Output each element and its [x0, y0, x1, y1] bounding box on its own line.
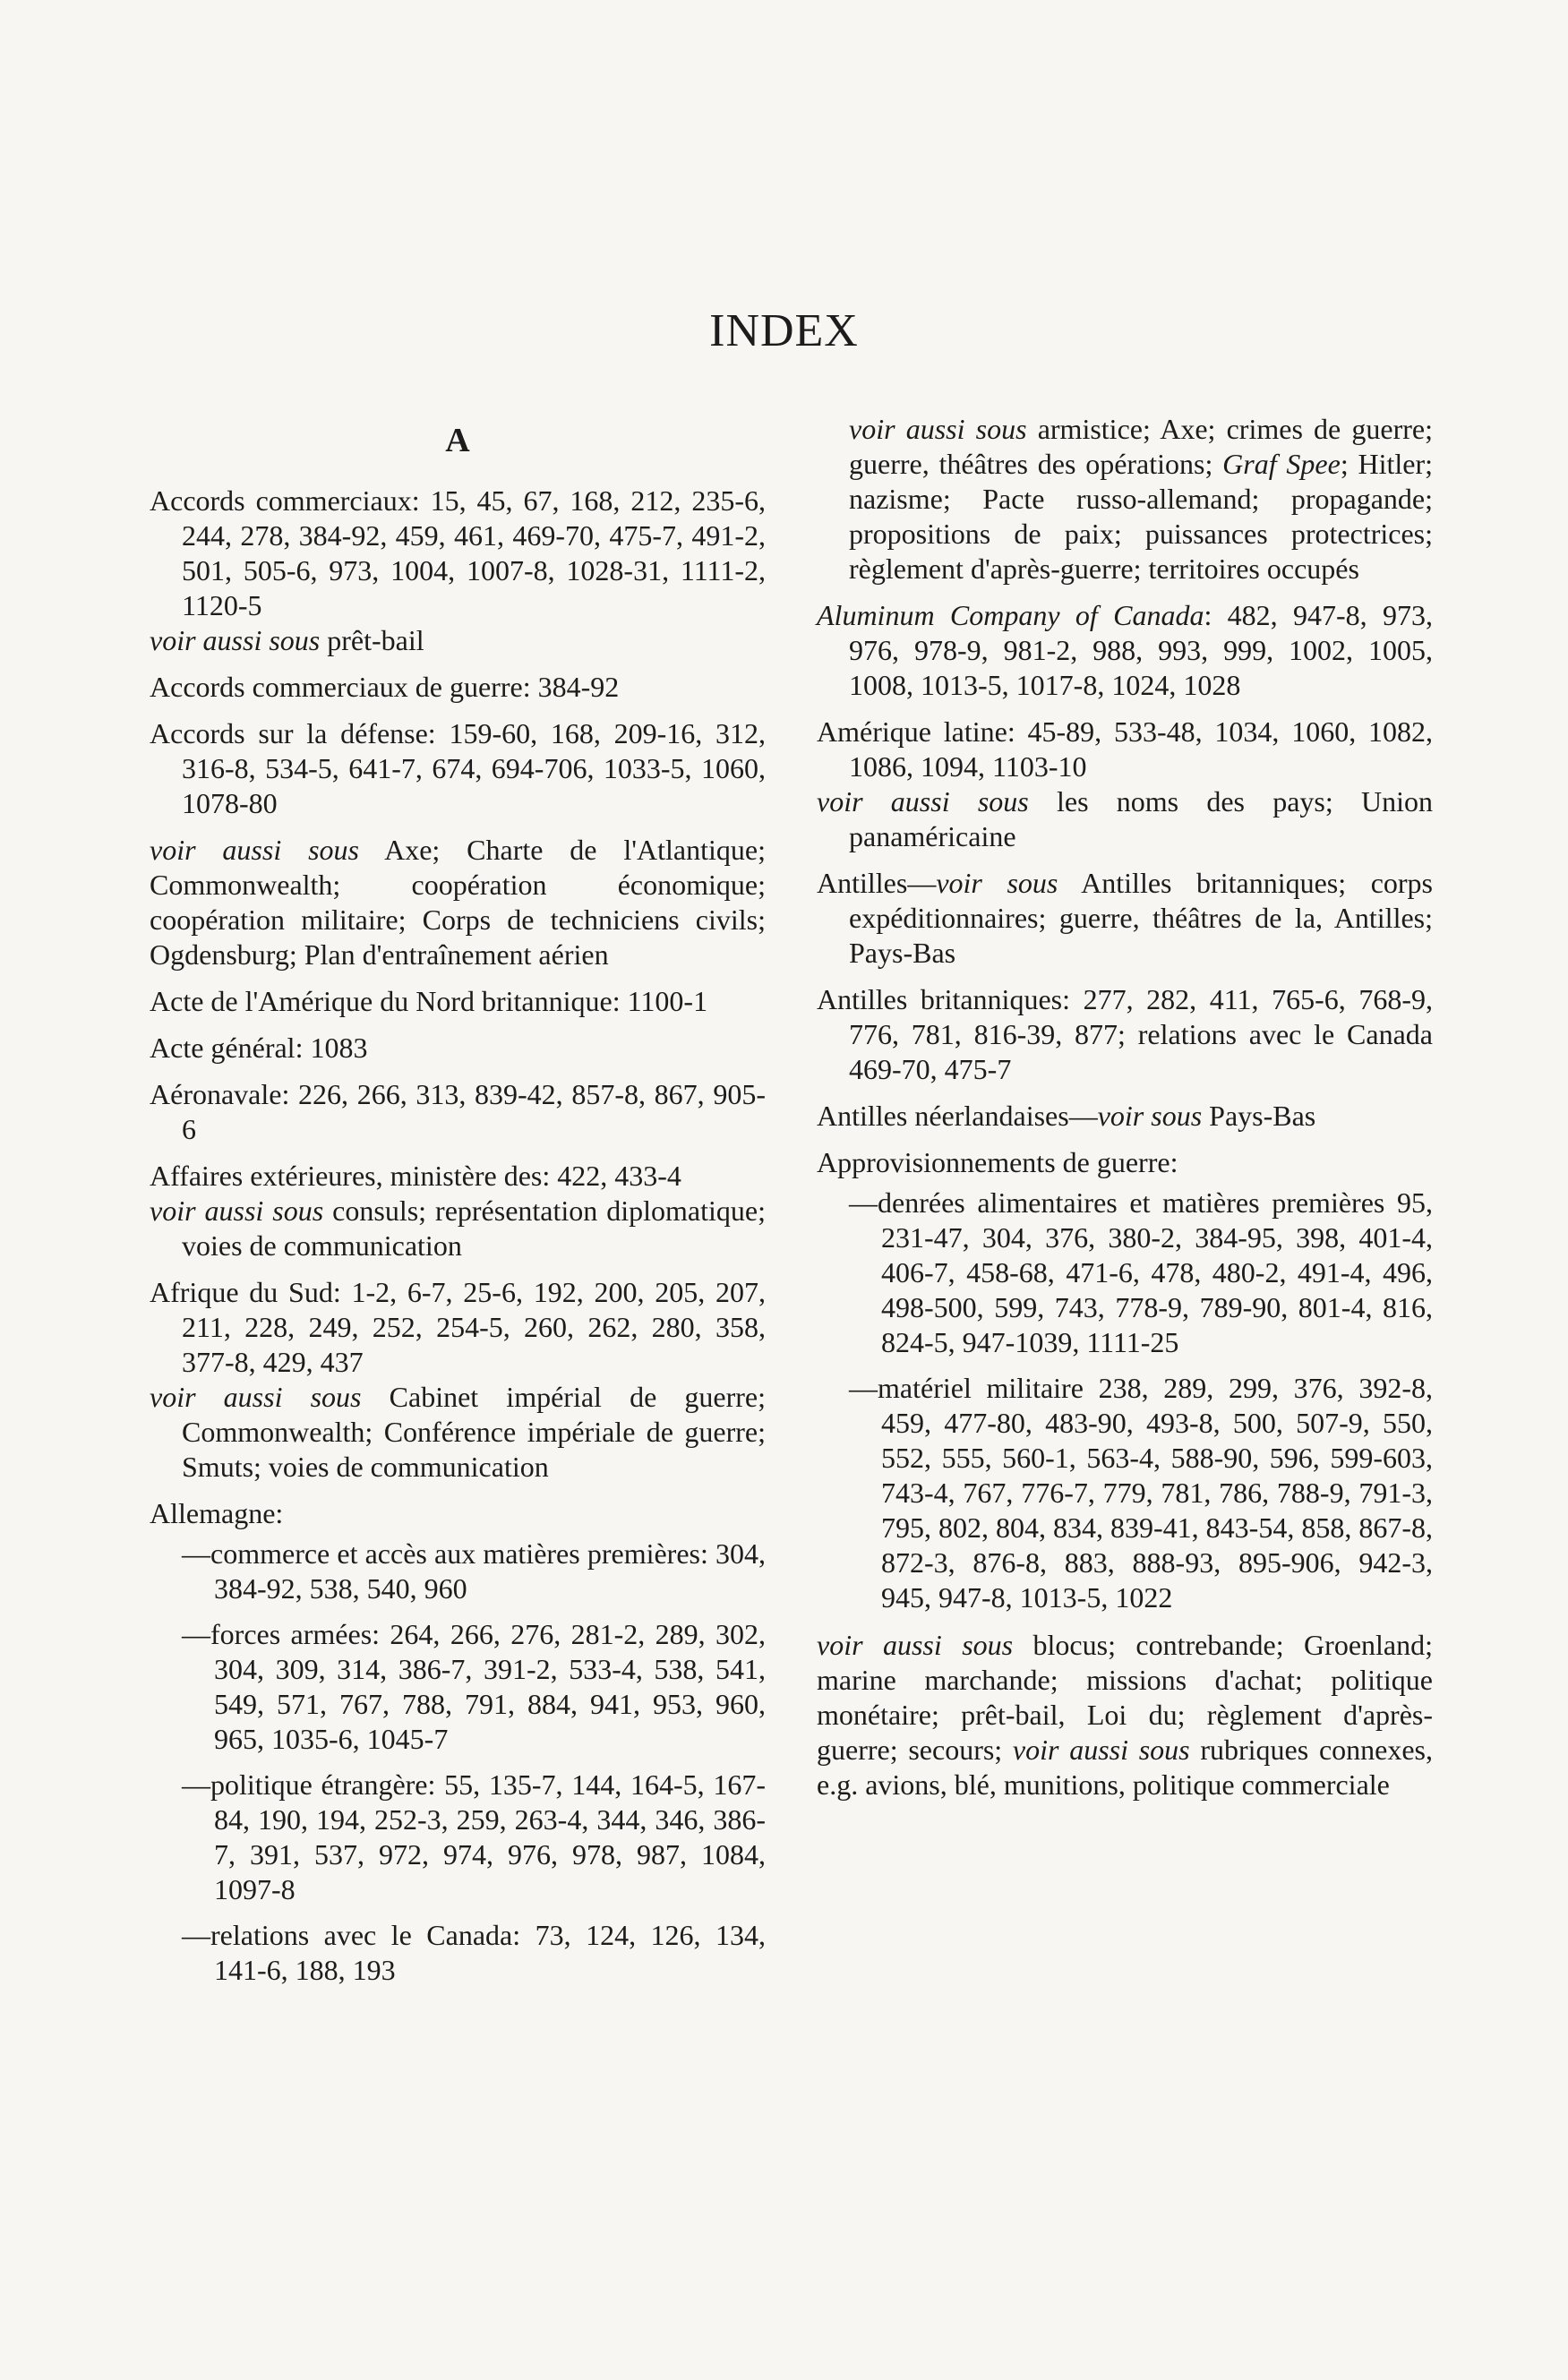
see-also-text: Axe; Charte de l'Atlantique; Commonwealth; coopération économique; coopération militaire; Corps de techniciens civils; Ogdensburg; Plan d'entraînement aérien — [150, 834, 767, 971]
see-also-text: Cabinet impérial de guerre; Commonwealth; Conférence impériale de guerre; Smuts; voies de communication — [182, 1381, 767, 1483]
see-also-text: les noms des pays; Union panaméricaine — [849, 785, 1434, 852]
see-also-label: voir aussi sous — [849, 413, 1027, 445]
index-entry-allemagne: Allemagne: — [150, 1497, 284, 1529]
index-entry-approvisionnements-see — [817, 1628, 1433, 1802]
index-entry-antilles-britanniques: Antilles britanniques: 277, 282, 411, 765-6, 768-9, 776, 781, 816-39, 877; relations avec le Canada 469-70, 475-7 — [817, 983, 1433, 1085]
see-also-label: voir aussi sous — [150, 624, 321, 656]
entry-text: Accords sur la défense: 159-60, 168, 209-16, 312, 316-8, 534-5, 641-7, 674, 694-706, 1033-5, 1060, 1078-80 — [150, 717, 766, 819]
entry-text: : 482, 947-8, 973, 976, 978-9, 981-2, 988, 993, 999, 1002, 1005, 1008, 1013-5, 1017-8, 1024, 1028 — [849, 599, 1434, 701]
index-entry-accords-defense-see — [150, 833, 766, 972]
index-subentry: —relations avec le Canada: 73, 124, 126, 134, 141-6, 188, 193 — [182, 1919, 766, 1986]
index-entry-amerique-latine — [817, 715, 1433, 854]
index-entry-accords-guerre: Accords commerciaux de guerre: 384-92 — [150, 671, 620, 703]
entry-text: Accords commerciaux: 15, 45, 67, 168, 212, 235-6, 244, 278, 384-92, 459, 461, 469-70, 475-7, 491-2, 501, 505-6, 973, 1004, 1007-8, 1028-31, 1111-2, 1120-5 — [150, 484, 766, 621]
index-entry-accords-commerciaux — [150, 484, 766, 658]
index-subentry: —commerce et accès aux matières premières: 304, 384-92, 538, 540, 960 — [182, 1537, 766, 1605]
index-entry-approvisionnements: Approvisionnements de guerre: — [817, 1146, 1178, 1178]
entry-text: Antilles britanniques; corps expéditionnaires; guerre, théâtres de la, Antilles; Pays-Bas — [849, 867, 1434, 969]
see-also-text: blocus; contrebande; Groenland; marine marchande; missions d'achat; politique monétaire; prêt-bail, Loi du; règlement d'après-guerre; secours; — [817, 1629, 1433, 1766]
index-subentry: —forces armées: 264, 266, 276, 281-2, 289, 302, 304, 309, 314, 386-7, 391-2, 533-4, 538, 541, 549, 571, 767, 788, 791, 884, 941, 953, 960, 965, 1035-6, 1045-7 — [182, 1618, 766, 1755]
index-subentry: —matériel militaire 238, 289, 299, 376, 392-8, 459, 477-80, 483-90, 493-8, 500, 507-9, 550, 552, 555, 560-1, 563-4, 588-90, 596, 599-603, 743-4, 767, 776-7, 779, 781, 786, 788-9, 791-3, 795, 802, 804, 834, 839-41, 843-54, 858, 867-8, 872-3, 876-8, 883, 888-93, 895-906, 942-3, 945, 947-8, 1013-5, 1022 — [849, 1372, 1433, 1614]
entry-text: Antilles— — [817, 867, 937, 899]
see-also-text: rubriques connexes, e.g. avions, blé, munitions, politique commerciale — [817, 1734, 1433, 1801]
index-subentry: —politique étrangère: 55, 135-7, 144, 164-5, 167-84, 190, 194, 252-3, 259, 263-4, 344, 346, 386-7, 391, 537, 972, 974, 976, 978, 987, 1084, 1097-8 — [182, 1768, 766, 1905]
index-entry-accords-defense — [150, 716, 766, 821]
see-also-label: voir aussi sous — [1012, 1734, 1190, 1766]
entry-text: Pays-Bas — [1202, 1100, 1316, 1132]
see-label: voir sous — [1097, 1100, 1203, 1132]
index-entry-afrique-du-sud — [150, 1275, 766, 1485]
entry-text: Affaires extérieures, ministère des: 422, 433-4 — [150, 1160, 681, 1192]
index-entry-acte-amerique: Acte de l'Amérique du Nord britannique: 1100-1 — [150, 985, 708, 1017]
ship-name: Graf Spee — [1222, 448, 1341, 480]
index-entry-allemagne-see — [817, 412, 1433, 586]
index-column-right — [817, 412, 1433, 1814]
see-also-label: voir aussi sous — [150, 1194, 324, 1227]
entry-text: Amérique latine: 45-89, 533-48, 1034, 1060, 1082, 1086, 1094, 1103-10 — [817, 715, 1433, 783]
see-also-text: consuls; représentation diplomatique; voies de communication — [182, 1194, 767, 1262]
see-also-label: voir aussi sous — [150, 834, 359, 866]
page-title: INDEX — [709, 305, 859, 356]
index-entry-acte-general: Acte général: 1083 — [150, 1032, 368, 1064]
entry-text: Afrique du Sud: 1-2, 6-7, 25-6, 192, 200, 205, 207, 211, 228, 249, 252, 254-5, 260, 262, 280, 358, 377-8, 429, 437 — [150, 1276, 766, 1378]
index-entry-aeronavale: Aéronavale: 226, 266, 313, 839-42, 857-8, 867, 905-6 — [150, 1078, 766, 1145]
index-subentry: —denrées alimentaires et matières premières 95, 231-47, 304, 376, 380-2, 384-95, 398, 401-4, 406-7, 458-68, 471-6, 478, 480-2, 491-4, 496, 498-500, 599, 743, 778-9, 789-90, 801-4, 816, 824-5, 947-1039, 1111-25 — [849, 1186, 1433, 1358]
index-entry-antilles-neerlandaises — [817, 1099, 1433, 1134]
see-also-label: voir aussi sous — [150, 1381, 362, 1413]
see-also-label: voir aussi sous — [817, 785, 1029, 818]
company-name: Aluminum Company of Canada — [817, 599, 1204, 631]
see-also-text: ; Hitler; nazisme; Pacte russo-allemand; propagande; propositions de paix; puissances protectrices; règlement d'après-guerre; territoires occupés — [849, 448, 1434, 585]
index-column-left — [150, 412, 766, 1999]
see-also-text: prêt-bail — [320, 624, 424, 656]
see-also-text: armistice; Axe; crimes de guerre; guerre, théâtres des opérations; — [849, 413, 1434, 480]
index-entry-aluminum — [817, 598, 1433, 703]
see-also-label: voir aussi sous — [817, 1629, 1014, 1661]
section-letter: A — [445, 422, 470, 459]
index-entry-affaires-exterieures — [150, 1159, 766, 1263]
see-label: voir sous — [936, 867, 1058, 899]
index-entry-antilles — [817, 866, 1433, 971]
entry-text: Antilles néerlandaises— — [817, 1100, 1098, 1132]
